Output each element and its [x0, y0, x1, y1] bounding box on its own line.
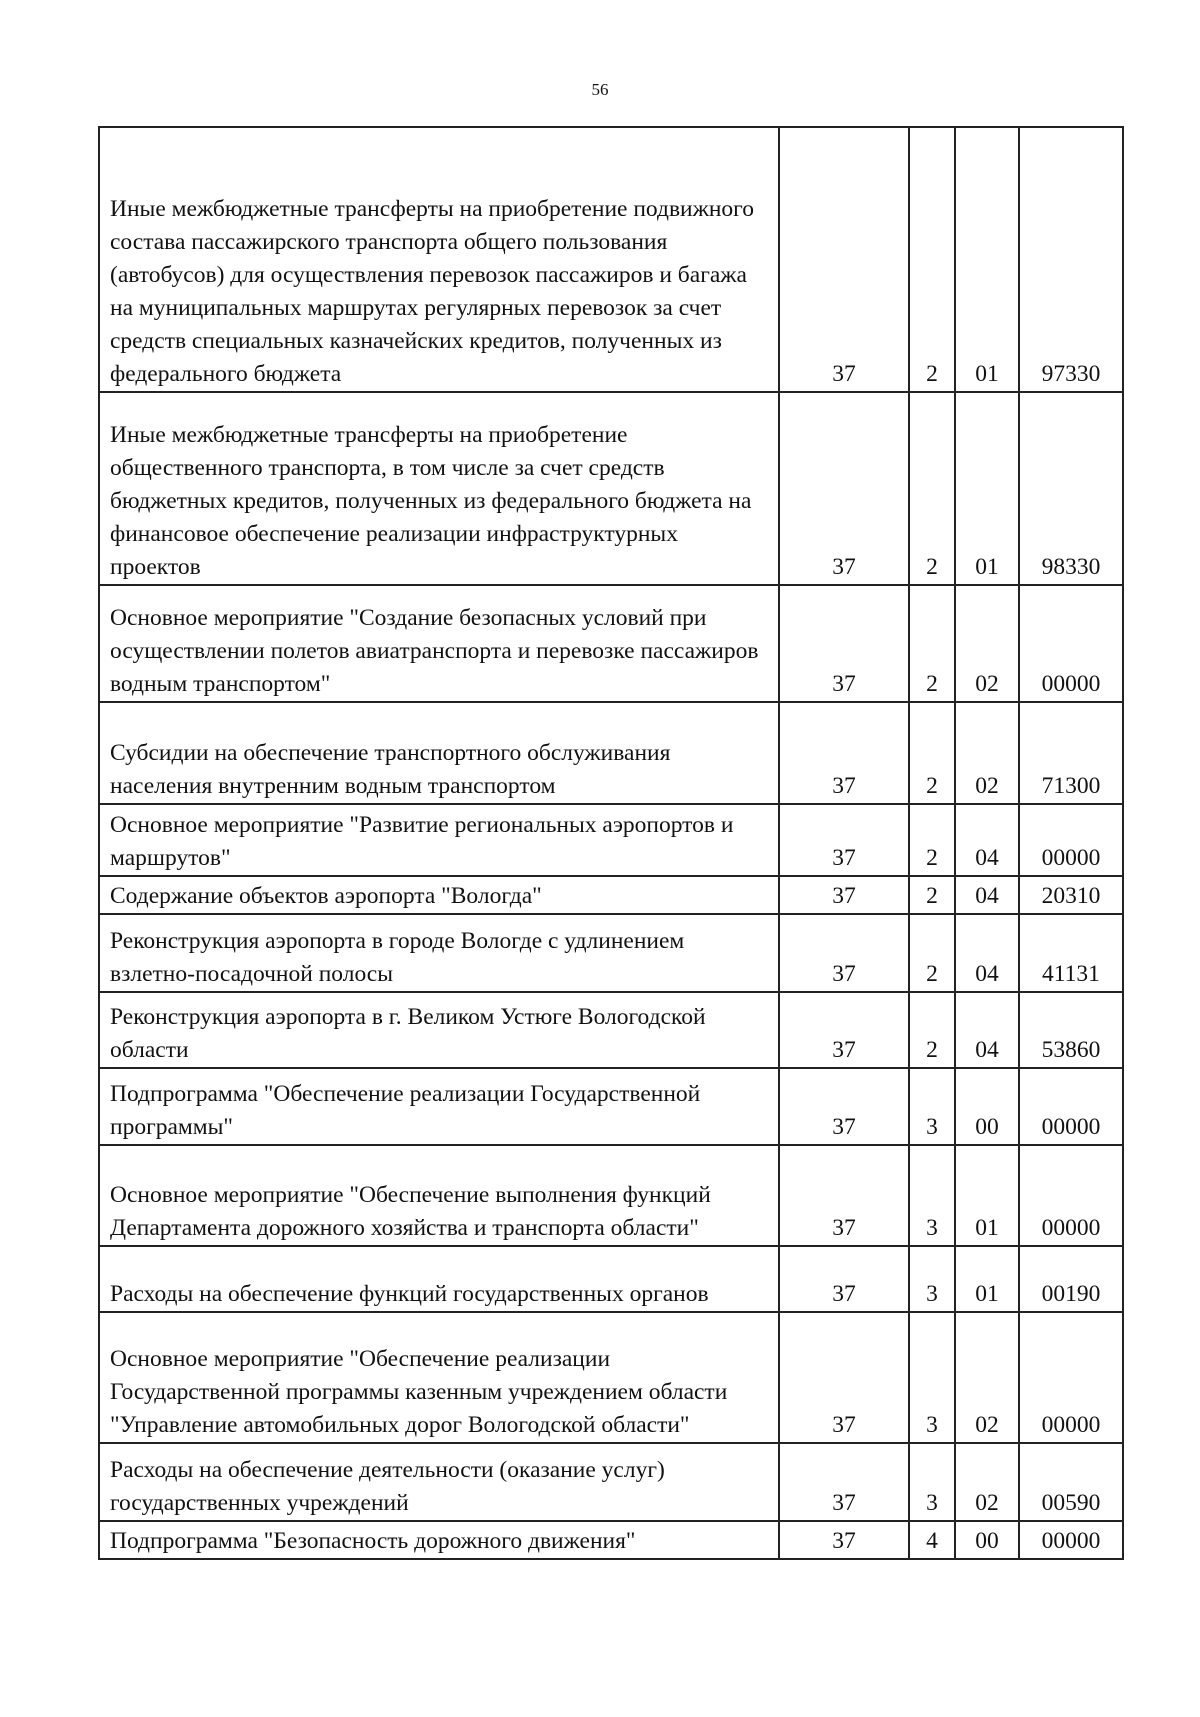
- row-code-4: 00000: [1019, 1521, 1123, 1559]
- row-code-4: 53860: [1019, 992, 1123, 1068]
- row-code-4: 71300: [1019, 702, 1123, 804]
- row-code-3: 02: [955, 1312, 1019, 1443]
- table-row: [99, 992, 1123, 1068]
- row-code-1: 37: [779, 1246, 909, 1312]
- row-code-1: 37: [779, 127, 909, 392]
- row-name: Иные межбюджетные трансферты на приобретение общественного транспорта, в том числе за счет средств бюджетных кредитов, полученных из федерального бюджета на финансовое обеспечение реализации инфраструктурных проектов: [99, 392, 779, 585]
- row-code-1: 37: [779, 1145, 909, 1246]
- row-name: Подпрограмма "Безопасность дорожного движения": [99, 1521, 779, 1559]
- table-row: [99, 392, 1123, 585]
- row-code-3: 01: [955, 1246, 1019, 1312]
- row-code-4: 00590: [1019, 1443, 1123, 1521]
- table-row: [99, 804, 1123, 876]
- row-code-4: 00000: [1019, 1068, 1123, 1145]
- row-code-1: 37: [779, 1521, 909, 1559]
- table-row: [99, 1145, 1123, 1246]
- row-code-2: 3: [909, 1443, 955, 1521]
- row-code-2: 2: [909, 127, 955, 392]
- table-row: [99, 702, 1123, 804]
- row-code-4: 00000: [1019, 804, 1123, 876]
- row-code-1: 37: [779, 992, 909, 1068]
- row-code-4: 20310: [1019, 876, 1123, 914]
- row-code-1: 37: [779, 804, 909, 876]
- row-code-3: 02: [955, 1443, 1019, 1521]
- page-number: 56: [591, 80, 609, 99]
- row-name: Субсидии на обеспечение транспортного обслуживания населения внутренним водным транспортом: [99, 702, 779, 804]
- row-name: Основное мероприятие "Обеспечение реализации Государственной программы казенным учреждением области "Управление автомобильных дорог Вологодской области": [99, 1312, 779, 1443]
- row-name: Основное мероприятие "Развитие региональных аэропортов и маршрутов": [99, 804, 779, 876]
- row-code-1: 37: [779, 702, 909, 804]
- row-name: Реконструкция аэропорта в г. Великом Устюге Вологодской области: [99, 992, 779, 1068]
- row-code-4: 41131: [1019, 914, 1123, 992]
- row-code-1: 37: [779, 392, 909, 585]
- row-name: Содержание объектов аэропорта "Вологда": [99, 876, 779, 914]
- table-row: [99, 1443, 1123, 1521]
- row-code-1: 37: [779, 1068, 909, 1145]
- row-name: Иные межбюджетные трансферты на приобретение подвижного состава пассажирского транспорта общего пользования (автобусов) для осуществления перевозок пассажиров и багажа на муниципальных маршрутах регулярных перевозок за счет средств специальных казначейских кредитов, полученных из федерального бюджета: [99, 127, 779, 392]
- row-code-2: 2: [909, 585, 955, 702]
- row-code-3: 01: [955, 127, 1019, 392]
- table-row: [99, 1246, 1123, 1312]
- row-code-3: 01: [955, 1145, 1019, 1246]
- row-name: Основное мероприятие "Создание безопасных условий при осуществлении полетов авиатранспорта и перевозке пассажиров водным транспортом": [99, 585, 779, 702]
- row-code-3: 00: [955, 1521, 1019, 1559]
- row-code-3: 02: [955, 702, 1019, 804]
- row-name: Реконструкция аэропорта в городе Вологде с удлинением взлетно-посадочной полосы: [99, 914, 779, 992]
- row-code-4: 00000: [1019, 585, 1123, 702]
- row-code-4: 97330: [1019, 127, 1123, 392]
- row-code-1: 37: [779, 585, 909, 702]
- row-code-3: 00: [955, 1068, 1019, 1145]
- row-code-2: 2: [909, 992, 955, 1068]
- row-code-3: 04: [955, 804, 1019, 876]
- row-name: Подпрограмма "Обеспечение реализации Государственной программы": [99, 1068, 779, 1145]
- table-row: [99, 876, 1123, 914]
- table-row: [99, 1521, 1123, 1559]
- row-code-3: 04: [955, 876, 1019, 914]
- row-code-2: 2: [909, 876, 955, 914]
- row-code-3: 01: [955, 392, 1019, 585]
- row-code-2: 3: [909, 1068, 955, 1145]
- row-code-3: 04: [955, 992, 1019, 1068]
- row-code-2: 3: [909, 1145, 955, 1246]
- row-name: Основное мероприятие "Обеспечение выполнения функций Департамента дорожного хозяйства и транспорта области": [99, 1145, 779, 1246]
- row-code-1: 37: [779, 1312, 909, 1443]
- table-row: [99, 914, 1123, 992]
- table-row: [99, 1312, 1123, 1443]
- row-code-2: 3: [909, 1246, 955, 1312]
- table-row: [99, 585, 1123, 702]
- row-code-2: 2: [909, 392, 955, 585]
- row-code-2: 3: [909, 1312, 955, 1443]
- row-code-2: 4: [909, 1521, 955, 1559]
- row-name: Расходы на обеспечение деятельности (оказание услуг) государственных учреждений: [99, 1443, 779, 1521]
- row-code-3: 02: [955, 585, 1019, 702]
- row-code-3: 04: [955, 914, 1019, 992]
- table-row: [99, 1068, 1123, 1145]
- row-code-1: 37: [779, 914, 909, 992]
- table-row: [99, 127, 1123, 392]
- row-code-1: 37: [779, 1443, 909, 1521]
- row-code-4: 00000: [1019, 1312, 1123, 1443]
- row-name: Расходы на обеспечение функций государственных органов: [99, 1246, 779, 1312]
- row-code-2: 2: [909, 804, 955, 876]
- row-code-4: 00000: [1019, 1145, 1123, 1246]
- budget-table-body: [99, 127, 1123, 1559]
- row-code-2: 2: [909, 702, 955, 804]
- row-code-1: 37: [779, 876, 909, 914]
- budget-table: [98, 126, 1124, 1560]
- row-code-4: 98330: [1019, 392, 1123, 585]
- row-code-4: 00190: [1019, 1246, 1123, 1312]
- row-code-2: 2: [909, 914, 955, 992]
